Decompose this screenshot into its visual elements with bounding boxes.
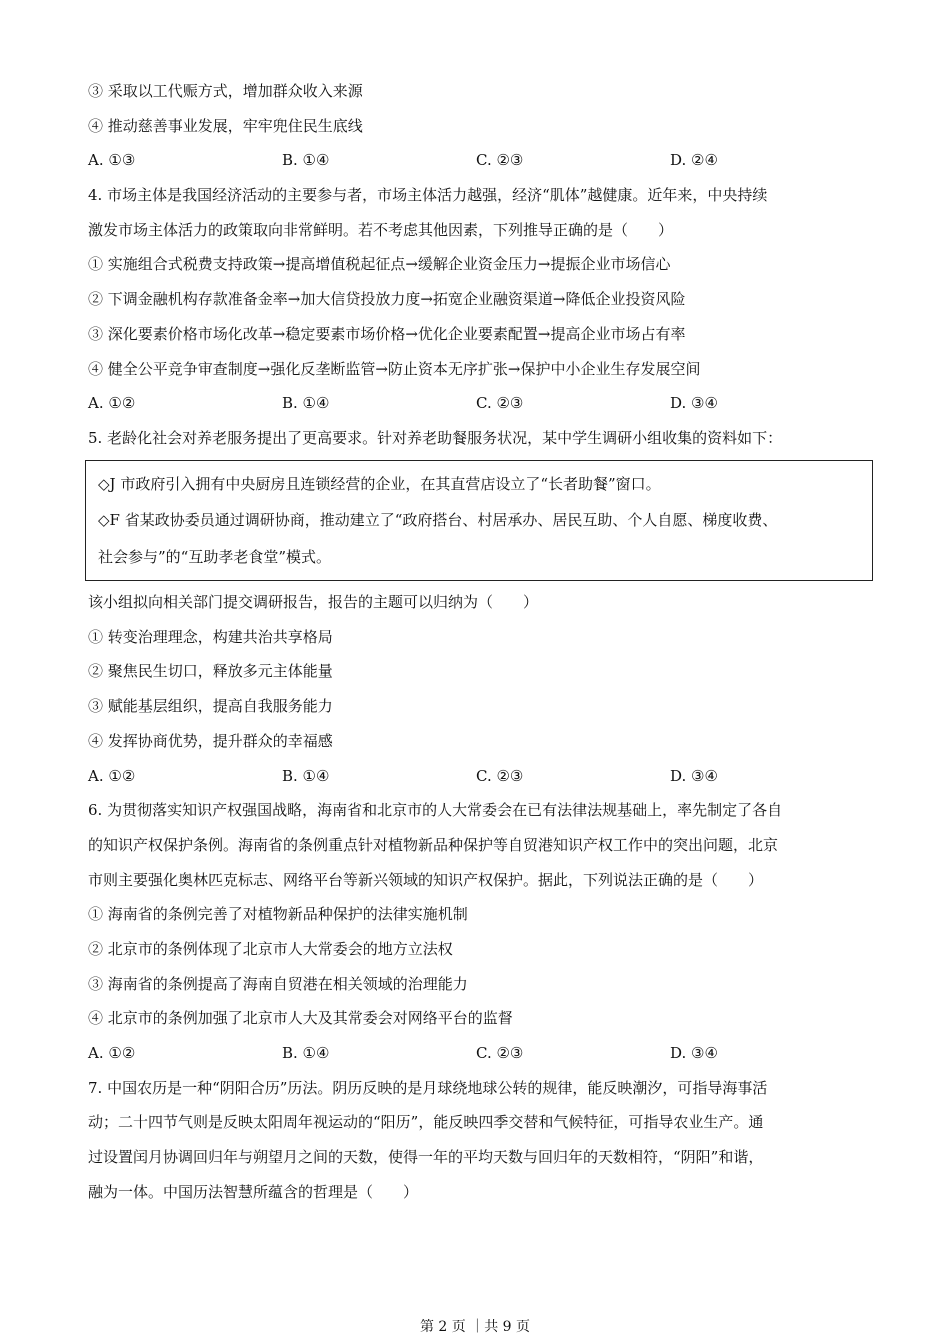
option-b: B. ①④ (282, 766, 330, 785)
question-stem: 过设置闰月协调回归年与朔望月之间的天数，使得一年的平均天数与回归年的天数相符，“阴阳”和谐， (88, 1148, 764, 1167)
question-stem: 激发市场主体活力的政策取向非常鲜明。若不考虑其他因素，下列推导正确的是（ ） (88, 220, 674, 239)
question-stem: 市则主要强化奥林匹克标志、网络平台等新兴领域的知识产权保护。据此，下列说法正确的是（ ） (88, 870, 764, 889)
material-box (85, 460, 873, 582)
option-c: C. ②③ (476, 394, 524, 413)
material-line: ◇F 省某政协委员通过调研协商，推动建立了“政府搭台、村居承办、居民互助、个人自愿、梯度收费、 (98, 511, 778, 530)
option-a: A. ①② (88, 1044, 136, 1062)
option-c: C. ②③ (476, 1044, 524, 1062)
question-stem: 的知识产权保护条例。海南省的条例重点针对植物新品种保护等自贸港知识产权工作中的突出问题，北京 (88, 835, 779, 854)
material-line: 社会参与”的“互助孝老食堂”模式。 (98, 547, 332, 566)
option-b: B. ①④ (282, 1044, 330, 1062)
page-footer: 第 2 页 ｜共 9 页 (419, 1319, 531, 1335)
question-stem: 6. 为贯彻落实知识产权强国战略，海南省和北京市的人大常委会在已有法律法规基础上，率先制定了各自 (88, 801, 783, 820)
question-stem: 7. 中国农历是一种“阴阳合历”历法。阴历反映的是月球绕地球公转的规律，能反映潮汐，可指导海事活 (88, 1078, 768, 1097)
option-d: D. ③④ (670, 394, 718, 413)
option-a: A. ①② (88, 394, 136, 413)
question-4 (88, 178, 868, 421)
choice-item: ④ 发挥协商优势，提升群众的幸福感 (88, 731, 333, 750)
choice-item: ② 北京市的条例体现了北京市人大常委会的地方立法权 (88, 939, 453, 958)
question-prompt: 该小组拟向相关部门提交调研报告，报告的主题可以归纳为（ ） (88, 593, 539, 612)
material-line: ◇J 市政府引入拥有中央厨房且连锁经营的企业，在其直营店设立了“长者助餐”窗口。 (98, 474, 661, 493)
choice-item: ③ 赋能基层组织，提高自我服务能力 (88, 697, 333, 716)
choice-item: ③ 采取以工代赈方式，增加群众收入来源 (88, 82, 363, 100)
question-stem: 4. 市场主体是我国经济活动的主要参与者，市场主体活力越强，经济“肌体”越健康。近年来，中央持续 (88, 186, 768, 205)
question-7 (88, 1071, 868, 1210)
answer-options (88, 386, 868, 421)
choice-item: ② 聚焦民生切口，释放多元主体能量 (88, 662, 333, 681)
question-stem: 融为一体。中国历法智慧所蕴含的哲理是（ ） (88, 1182, 419, 1201)
choice-item: ④ 推动慈善事业发展，牢牢兜住民生底线 (88, 116, 363, 135)
option-c: C. ②③ (476, 151, 524, 170)
option-a: A. ①② (88, 766, 136, 785)
choice-item: ④ 健全公平竞争审查制度→强化反垄断监管→防止资本无序扩张→保护中小企业生存发展空间 (88, 359, 701, 378)
choice-item: ① 实施组合式税费支持政策→提高增值税起征点→缓解企业资金压力→提振企业市场信心 (88, 255, 671, 274)
option-a: A. ①③ (88, 151, 136, 170)
answer-options (88, 759, 868, 794)
option-c: C. ②③ (476, 766, 524, 785)
answer-options (88, 143, 868, 178)
option-d: D. ③④ (670, 766, 718, 785)
option-d: D. ②④ (670, 151, 718, 170)
choice-item: ① 转变治理理念，构建共治共享格局 (88, 627, 333, 646)
option-d: D. ③④ (670, 1044, 718, 1062)
question-6 (88, 793, 868, 1071)
answer-options (88, 1036, 868, 1071)
option-b: B. ①④ (282, 151, 330, 170)
question-stem: 动；二十四节气则是反映太阳周年视运动的“阳历”，能反映四季交替和气候特征，可指导农业生产。通 (88, 1113, 764, 1132)
option-b: B. ①④ (282, 394, 330, 413)
question-5 (88, 421, 868, 793)
question-3-tail (88, 74, 868, 178)
choice-item: ② 下调金融机构存款准备金率→加大信贷投放力度→拓宽企业融资渠道→降低企业投资风险 (88, 290, 686, 309)
question-stem: 5. 老龄化社会对养老服务提出了更高要求。针对养老助餐服务状况，某中学生调研小组收集的资料如下： (88, 428, 783, 447)
page-content (88, 74, 868, 1209)
choice-item: ③ 海南省的条例提高了海南自贸港在相关领域的治理能力 (88, 974, 468, 993)
choice-item: ③ 深化要素价格市场化改革→稳定要素市场价格→优化企业要素配置→提高企业市场占有率 (88, 324, 686, 343)
choice-item: ① 海南省的条例完善了对植物新品种保护的法律实施机制 (88, 905, 468, 924)
choice-item: ④ 北京市的条例加强了北京市人大及其常委会对网络平台的监督 (88, 1009, 513, 1028)
